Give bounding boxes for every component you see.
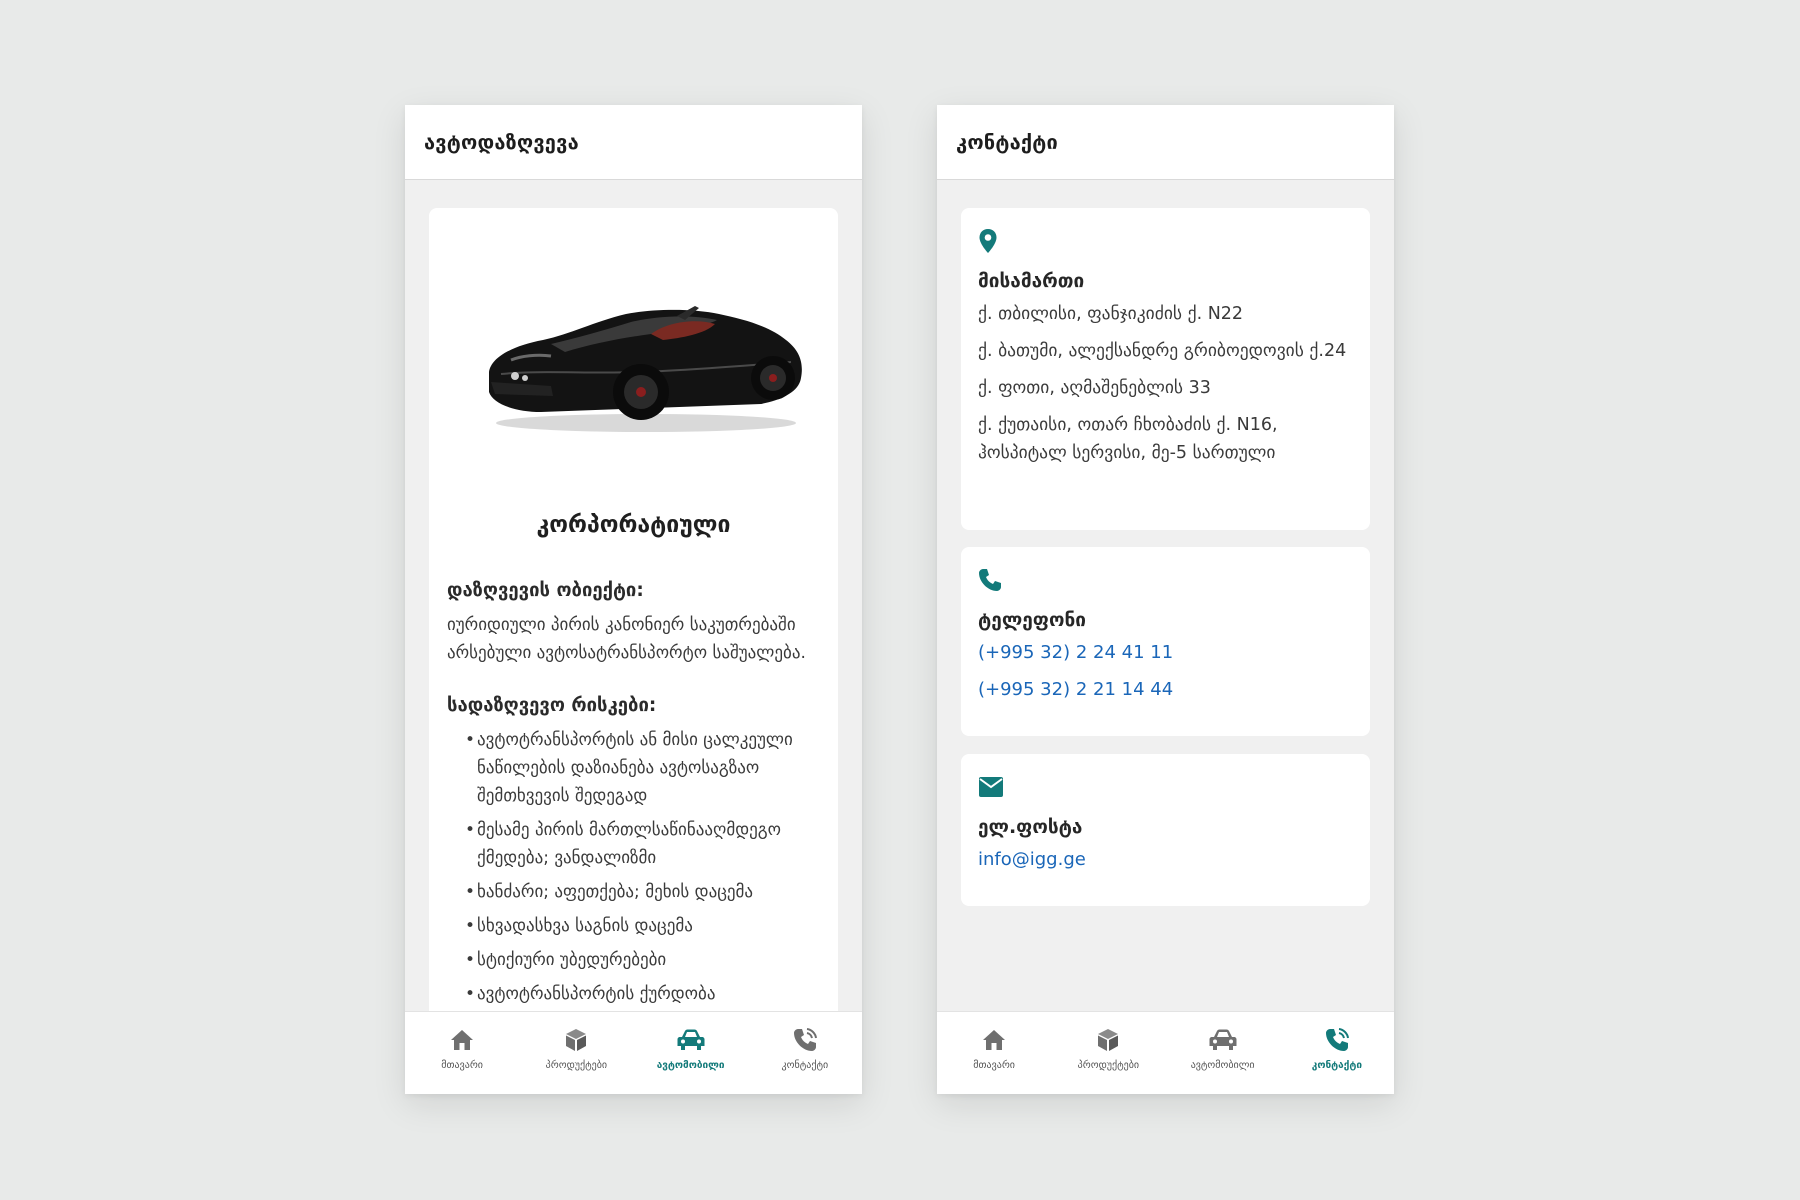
- list-item: • სხვადასხვა საგნის დაცემა: [465, 912, 820, 940]
- nav-label: მთავარი: [441, 1060, 483, 1071]
- address-line: ქ. ქუთაისი, ოთარ ჩხობაძის ქ. N16, ჰოსპიტალ სერვისი, მე-5 სართული: [978, 415, 1278, 463]
- phone-title: ტელეფონი: [978, 609, 1086, 631]
- phone-number-link[interactable]: (+995 32) 2 21 14 44: [978, 679, 1174, 700]
- nav-item-auto[interactable]: [634, 1012, 748, 1094]
- list-item: • მესამე პირის მართლსაწინააღმდეგო ქმედება; ვანდალიზმი: [465, 816, 820, 872]
- bottom-navigation: [937, 1011, 1394, 1094]
- list-item: • ავტოტრანსპორტის ქურდობა: [465, 980, 820, 1008]
- nav-item-products[interactable]: [1051, 1012, 1165, 1094]
- scroll-content[interactable]: [937, 181, 1394, 1011]
- bottom-navigation: [405, 1011, 862, 1094]
- scroll-content[interactable]: [405, 181, 862, 1011]
- email-link[interactable]: info@igg.ge: [978, 849, 1086, 870]
- nav-item-home[interactable]: [937, 1012, 1051, 1094]
- box-icon: [1096, 1026, 1120, 1054]
- email-title: ელ.ფოსტა: [978, 816, 1083, 838]
- address-line: ქ. ბათუმი, ალექსანდრე გრიბოედოვის ქ.24: [978, 341, 1347, 361]
- app-bar: [937, 105, 1394, 180]
- nav-label: კონტაქტი: [781, 1060, 829, 1071]
- car-image: [447, 208, 820, 498]
- risks-heading: სადაზღვევო რისკები:: [447, 695, 657, 716]
- list-item: • ხანძარი; აფეთქება; მეხის დაცემა: [465, 878, 820, 906]
- car-icon: [677, 1026, 705, 1054]
- phone-card: [961, 547, 1370, 736]
- home-icon: [450, 1026, 474, 1054]
- location-pin-icon: [978, 226, 1353, 256]
- nav-label: ავტომობილი: [656, 1060, 725, 1071]
- address-card: [961, 208, 1370, 530]
- product-name: კორპორატიული: [536, 512, 731, 538]
- nav-item-auto[interactable]: [1166, 1012, 1280, 1094]
- insurance-object-text: იურიდიული პირის კანონიერ საკუთრებაში არსებული ავტოსატრანსპორტო საშუალება.: [447, 615, 806, 663]
- home-icon: [982, 1026, 1006, 1054]
- nav-item-products[interactable]: [519, 1012, 633, 1094]
- address-line: ქ. თბილისი, ფანჯიკიძის ქ. N22: [978, 304, 1244, 324]
- list-item: • სტიქიური უბედურებები: [465, 946, 820, 974]
- nav-label: პროდუქტები: [1077, 1060, 1140, 1071]
- page-title: ავტოდაზღვევა: [424, 130, 579, 154]
- phone-number-link[interactable]: (+995 32) 2 24 41 11: [978, 642, 1174, 663]
- nav-label: პროდუქტები: [545, 1060, 608, 1071]
- nav-label: ავტომობილი: [1190, 1060, 1255, 1071]
- contact-screen: [937, 105, 1394, 1094]
- product-card: [429, 208, 838, 1011]
- page-title: კონტაქტი: [956, 130, 1058, 154]
- phone-icon: [978, 565, 1353, 595]
- address-title: მისამართი: [978, 270, 1085, 292]
- nav-item-contact[interactable]: [748, 1012, 862, 1094]
- envelope-icon: [978, 772, 1353, 802]
- list-item: • ავტოტრანსპორტის ან მისი ცალკეული ნაწილების დაზიანება ავტოსაგზაო შემთხვევის შედეგად: [465, 726, 820, 810]
- phone-call-icon: [792, 1026, 818, 1054]
- box-icon: [564, 1026, 588, 1054]
- car-icon: [1209, 1026, 1237, 1054]
- email-card: [961, 754, 1370, 906]
- auto-insurance-screen: [405, 105, 862, 1094]
- app-bar: [405, 105, 862, 180]
- address-line: ქ. ფოთი, აღმაშენებლის 33: [978, 378, 1211, 398]
- risks-list: [447, 726, 820, 1008]
- car-illustration: [481, 300, 811, 435]
- nav-item-contact[interactable]: [1280, 1012, 1394, 1094]
- phone-call-icon: [1324, 1026, 1350, 1054]
- nav-label: კონტაქტი: [1311, 1060, 1362, 1071]
- insurance-object-heading: დაზღვევის ობიექტი:: [447, 580, 644, 601]
- nav-label: მთავარი: [973, 1060, 1015, 1071]
- nav-item-home[interactable]: [405, 1012, 519, 1094]
